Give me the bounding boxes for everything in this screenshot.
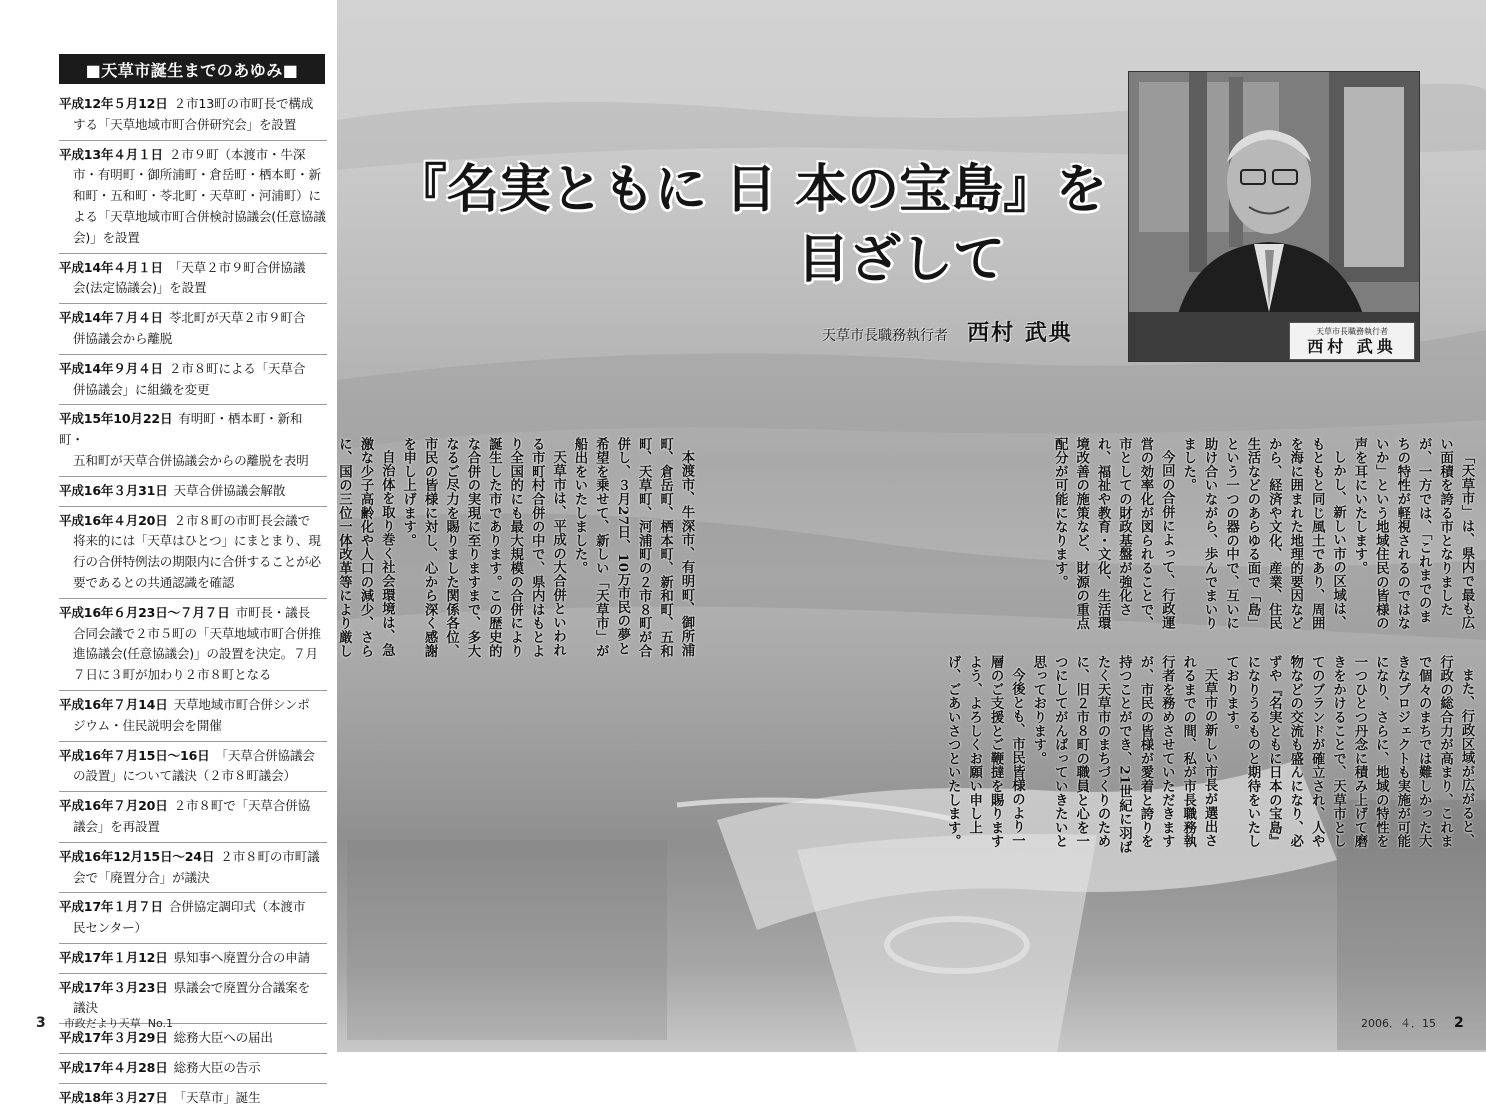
page-number-left: 3 [36,1015,46,1031]
timeline-entry [59,359,327,406]
timeline-entry-line [59,695,327,716]
timeline-text: 総務大臣への届出 [173,1030,273,1046]
timeline-entry [59,695,327,742]
timeline-text: 市町長・議長 [235,604,310,620]
timeline-entry [59,1088,327,1113]
article-paragraph: 今後とも、市民皆様のより一層のご支援とご鞭撻を賜りますよう、よろしくお願い申し上げ、ごあいさつといたします。 [945,655,1026,849]
timeline-entry [59,1058,327,1084]
timeline-text-continued: 併協議会から離脱 [73,330,173,346]
timeline-entry [59,796,327,843]
timeline-text-continued: 五和町が天草合併協議会からの離脱を表明 [73,452,309,468]
timeline-entry-line [59,847,327,868]
timeline-entry [59,409,327,476]
timeline-entry-line [59,409,327,451]
timeline-text-continued: 議決 [73,1000,98,1016]
timeline-text-continued: 会(法定協議会)」を設置 [73,280,207,296]
issue-number: No.1 [147,1017,174,1030]
portrait-figure-icon [1129,72,1419,361]
nameplate-name: 西村 武典 [1307,337,1397,356]
timeline-date: 平成16年12月15日～24日 [59,848,215,864]
article-column-3 [817,655,1477,855]
timeline-entry-line [59,145,327,166]
timeline-heading: ■天草市誕生までのあゆみ■ [59,54,325,84]
nameplate [1289,322,1415,360]
article-column-2 [807,437,1477,637]
issue-date: 2006．４．15 [1361,1017,1436,1030]
timeline-entry [59,481,327,507]
timeline-text-continued: 会で「廃置分合」が議決 [73,869,210,885]
byline-title: 天草市長職務執行者 [822,328,948,344]
article-paragraph: 自治体を取り巻く社会環境は、急激な少子高齢化や人口の減少、さらに、国の三位一体改革等により厳し [337,437,396,658]
timeline-date: 平成17年３月23日 [59,979,168,995]
timeline-text: 総務大臣の告示 [173,1060,261,1076]
timeline-text: 苓北町が天草２市９町合 [168,310,306,326]
timeline-entry-line [59,948,327,969]
timeline-date: 平成14年９月４日 [59,360,163,376]
timeline-entry-line [59,94,327,115]
timeline-entry [59,258,327,305]
article-paragraph: 天草市の新しい市長が選出されるまでの間、私が市長職務執行者を務めさせていただきますが、市民の皆様が愛着と誇りを持つことができ、21世紀に羽ばたく天草市のまちづくりのために、旧２市８町の職員と心を一つにしてがんばっていきたいと思っております。 [1030,655,1219,854]
timeline-entry-line [59,481,327,502]
byline [822,316,1073,347]
right-page [337,0,1486,1052]
left-page [0,0,337,1105]
timeline-text-continued: 議会」を再設置 [73,818,160,834]
timeline-entry [59,511,327,599]
timeline-date: 平成16年７月15日～16日 [59,747,210,763]
timeline-entry [59,847,327,894]
timeline-entry-line [59,796,327,817]
article-headline [371,155,1131,295]
timeline-list [59,94,327,1117]
timeline-date: 平成14年７月４日 [59,310,163,326]
timeline-entry [59,948,327,974]
timeline-text: 天草地域市町合併シンポ [173,696,310,712]
timeline-entry-line [59,1028,327,1049]
page-number-right: 2 [1454,1015,1464,1031]
timeline-entry [59,603,327,691]
timeline-text-continued: 市・有明町・御所浦町・倉岳町・栖本町・新和町・五和町・苓北町・天草町・河浦町）による「天草地域市町合併検討協議会(任意協議会)」を設置 [73,167,326,245]
timeline-text-continued: 併協議会」に組織を変更 [73,381,210,397]
timeline-entry-line [59,511,327,532]
timeline-text: ２市９町（本渡市・牛深 [168,146,306,162]
publication-name: 市政だより天草 No.1 [63,1017,174,1030]
timeline-text: ２市８町による「天草合 [168,360,306,376]
timeline-text: ２市８町で「天草合併協 [173,798,310,814]
timeline-date: 平成16年７月14日 [59,696,168,712]
timeline-text: 「天草２市９町合併協議 [168,259,306,275]
article-paragraph: 天草市は、平成の大合併といわれる市町村合併の中で、県内はもとより全国的にも最大規模の合併により誕生した市であります。この歴史的な合併の実現に至りますまで、多大なるご尽力を賜りました関係各位、市民の皆様に対し、心から深く感謝を申し上げます。 [400,437,567,658]
portrait-photo [1128,71,1420,362]
timeline-entry [59,145,327,254]
timeline-text: 県知事へ廃置分合の申請 [173,949,310,965]
timeline-entry [59,308,327,355]
timeline-date: 平成17年３月29日 [59,1030,168,1046]
timeline-date: 平成17年１月７日 [59,899,163,915]
timeline-date: 平成16年３月31日 [59,482,168,498]
timeline-text: 有明町・栖本町・新和町・ [59,411,303,448]
timeline-date: 平成18年３月27日 [59,1089,168,1105]
timeline-date: 平成13年４月１日 [59,146,163,162]
timeline-text-continued: 合同会議で２市５町の「天草地域市町合併推進協議会(任意協議会)」の設置を決定。７月７日に３町が加わり２市８町となる [73,625,321,683]
timeline-text: 合併協定調印式（本渡市 [168,899,306,915]
nameplate-title: 天草市長職務執行者 [1316,327,1388,336]
timeline-date: 平成15年10月22日 [59,411,173,427]
timeline-text-continued: の設置」について議決（２市８町議会） [73,768,296,784]
timeline-text-continued: する「天草地域市町合併研究会」を設置 [73,116,297,132]
timeline-text: 「天草市」誕生 [173,1089,261,1105]
timeline-text-continued: 将来的には「天草はひとつ」にまとまり、現行の合併特例法の期限内に合併することが必要であるとの共通認識を確認 [73,533,321,590]
article-paragraph: 「天草市」は、県内で最も広い面積を誇る市となりましたが、一方では、「これまでのまちの特性が軽視されるのではないか」という地域住民の皆様の声を耳にいたします。 [1351,437,1475,631]
byline-name: 西村 武典 [967,320,1073,346]
timeline-entry [59,746,327,793]
timeline-text: ２市８町の市町議 [220,848,320,864]
headline-line-2: 目ざして [796,229,1005,290]
timeline-date: 平成14年４月１日 [59,259,163,275]
timeline-entry [59,94,327,141]
article-paragraph: 今回の合併によって、行政運営の効率化が図られることで、市としての財政基盤が強化され、福祉や教育・文化、生活環境改善の施策など、財源の重点配分が可能になります。 [1052,437,1176,631]
timeline-entry-line [59,897,327,918]
right-footer [1361,1015,1464,1031]
timeline-entry-line [59,258,327,279]
timeline-entry [59,897,327,944]
article-paragraph: しかし、新しい市の区域は、もともと同じ風土であり、周囲を海に囲まれた地理的要因などから、経済や文化、産業、住民生活などのあらゆる面で「島」という一つの器の中で、互いに助け合いながら、歩んでまいりました。 [1180,437,1347,631]
timeline-entry-line [59,978,327,999]
timeline-text: 天草合併協議会解散 [173,482,286,498]
timeline-text: 「天草合併協議会 [215,747,315,763]
timeline-entry-line [59,359,327,380]
timeline-text-continued: 民センター） [73,920,147,936]
article-paragraph: また、行政区域が広がると、行政の総合力が高まり、これまで個々のまちでは難しかった大きなプロジェクトも実施が可能になり、さらに、地域の特性を一つひとつ丹念に積み上げて磨きをかけることで、天草市としてのブランドが確立され、人や物などの交流も盛んになり、必ずや『名実ともに日本の宝島』になりうるものと期待をいたしております。 [1223,655,1475,849]
timeline-text: ２市13町の市町長で構成 [173,96,314,111]
timeline-text: ２市８町の市町長会議で [173,512,310,528]
timeline-entry-line [59,308,327,329]
timeline-text-continued: ジウム・住民説明会を開催 [73,717,222,733]
timeline-date: 平成16年７月20日 [59,798,168,814]
timeline-date: 平成16年４月20日 [59,512,168,528]
timeline-entry-line [59,746,327,767]
headline-line-1: 『名実ともに 日 本の宝島』を [394,159,1108,220]
timeline-entry [59,1028,327,1054]
timeline-date: 平成12年５月12日 [59,96,168,111]
article-paragraph: 本渡市、牛深市、有明町、御所浦町、倉岳町、栖本町、新和町、五和町、天草町、河浦町の２市８町が合併し、３月27日、10万市民の夢と希望を乗せて、新しい「天草市」が船出をいたしました。 [571,437,695,658]
timeline-entry-line [59,1058,327,1079]
timeline-entry-line [59,603,327,624]
timeline-date: 平成16年６月23日～７月７日 [59,604,230,620]
timeline-text: 県議会で廃置分合議案を [173,979,310,995]
article-column-1 [337,437,697,667]
timeline-date: 平成17年４月28日 [59,1060,168,1076]
left-footer [36,1015,173,1031]
timeline-entry-line [59,1088,327,1109]
timeline-date: 平成17年１月12日 [59,949,168,965]
